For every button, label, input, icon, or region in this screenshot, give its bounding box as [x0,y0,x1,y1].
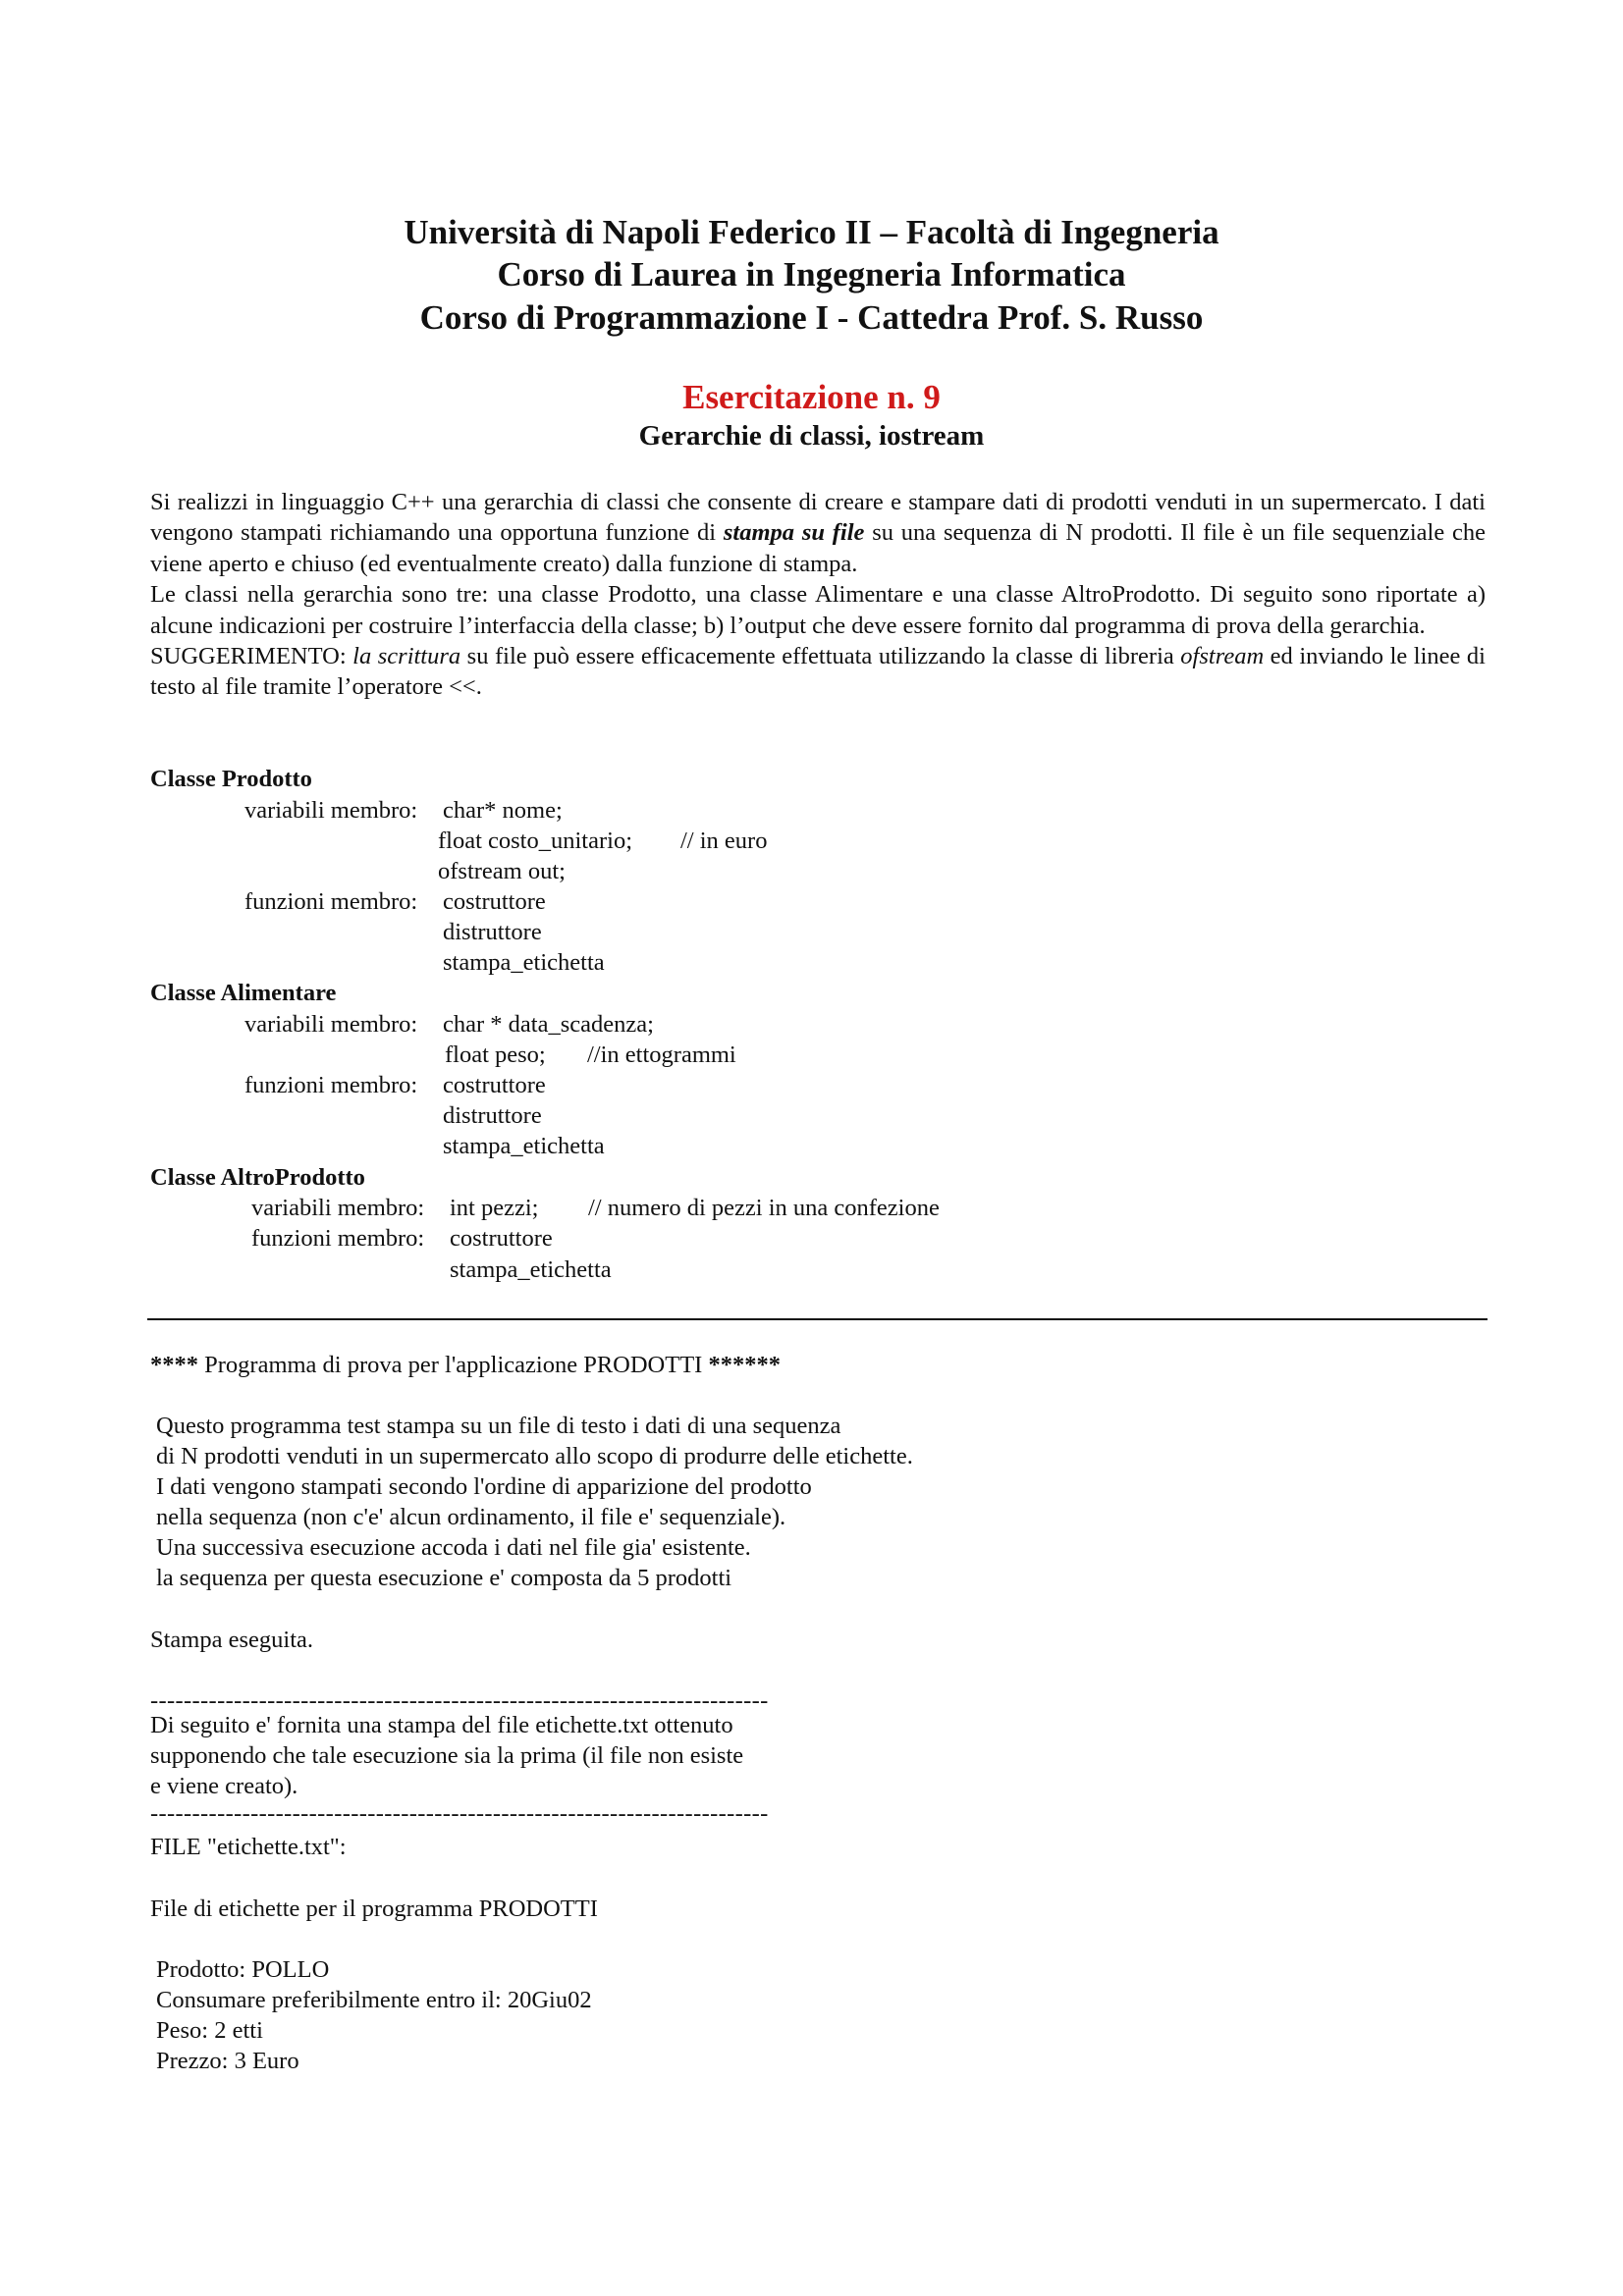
output-desc-line: Una successiva esecuzione accoda i dati nel file gia' esistente. [156,1534,751,1561]
output-note-line: supponendo che tale esecuzione sia la prima (il file non esiste [150,1742,744,1769]
course-line: Corso di Programmazione I - Cattedra Prof. S. Russo [419,298,1204,337]
separator-line: -------------------------------------------------------------------------- [150,1800,769,1827]
exercise-subtitle: Gerarchie di classi, iostream [638,420,985,452]
alimentare-fun-costruttore: costruttore [443,1072,546,1098]
file-item-line: Consumare preferibilmente entro il: 20Giu02 [156,1987,592,2013]
output-desc-line: nella sequenza (non c'e' alcun ordinamento, il file e' sequenziale). [156,1504,786,1530]
output-banner: **** Programma di prova per l'applicazione PRODOTTI ****** [150,1352,781,1378]
prodotto-fun-stampa: stampa_etichetta [443,949,605,976]
alimentare-var-peso-comment: //in ettogrammi [587,1041,736,1068]
altro-fun-label: funzioni membro: [251,1225,425,1252]
file-item-line: Prodotto: POLLO [156,1956,330,1983]
separator-line: -------------------------------------------------------------------------- [150,1687,769,1714]
alimentare-var-data: char * data_scadenza; [443,1011,654,1038]
output-desc-line: I dati vengono stampati secondo l'ordine di apparizione del prodotto [156,1473,812,1500]
file-header: File di etichette per il programma PRODOTTI [150,1896,598,1922]
output-desc-line: la sequenza per questa esecuzione e' composta da 5 prodotti [156,1565,732,1591]
file-label: FILE "etichette.txt": [150,1834,347,1860]
altro-var-pezzi: int pezzi; [450,1195,539,1221]
alimentare-fun-distruttore: distruttore [443,1102,542,1129]
altro-fun-costruttore: costruttore [450,1225,553,1252]
output-note-line: Di seguito e' fornita una stampa del file etichette.txt ottenuto [150,1712,733,1738]
output-done: Stampa eseguita. [150,1627,314,1653]
exercise-title: Esercitazione n. 9 [682,378,941,416]
intro-paragraph-1: Si realizzi in linguaggio C++ una gerarchia di classi che consente di creare e stampare dati di prodotti venduti in un supermercato. I dati vengono stampati richiamando una opportuna funzione di stampa su file su una sequenza di N prodotti. Il file è un file sequenziale che viene aperto e chiuso (ed eventualmente creato) dalla funzione di stampa. [150,489,1487,577]
emphasis-stampa-su-file: stampa su file [723,519,865,547]
prodotto-var-costo: float costo_unitario; [438,828,632,854]
prodotto-var-nome: char* nome; [443,797,563,824]
prodotto-var-out: ofstream out; [438,858,566,884]
output-desc-line: Questo programma test stampa su un file di testo i dati di una sequenza [156,1413,841,1439]
emphasis-ofstream: ofstream [1180,643,1265,670]
class-alimentare-heading: Classe Alimentare [150,980,337,1006]
alimentare-fun-label: funzioni membro: [244,1072,418,1098]
prodotto-var-label: variabili membro: [244,797,418,824]
emphasis-la-scrittura: la scrittura [352,643,461,670]
prodotto-fun-costruttore: costruttore [443,888,546,915]
prodotto-fun-label: funzioni membro: [244,888,418,915]
file-item-line: Prezzo: 3 Euro [156,2048,299,2074]
class-altroprodotto-heading: Classe AltroProdotto [150,1164,365,1191]
alimentare-var-label: variabili membro: [244,1011,418,1038]
output-note-line: e viene creato). [150,1773,298,1799]
university-line: Università di Napoli Federico II – Facoltà di Ingegneria [404,213,1219,251]
altro-fun-stampa: stampa_etichetta [450,1256,612,1283]
degree-course-line: Corso di Laurea in Ingegneria Informatica [497,255,1126,294]
altro-var-label: variabili membro: [251,1195,425,1221]
alimentare-fun-stampa: stampa_etichetta [443,1133,605,1159]
intro-paragraph-2: Le classi nella gerarchia sono tre: una classe Prodotto, una classe Alimentare e una classe AltroProdotto. Di seguito sono riportate a) alcune indicazioni per costruire l’interfaccia della classe; b) l’output che deve essere fornito dal programma di prova della gerarchia. [150,581,1486,639]
intro-text [150,487,1486,703]
prodotto-fun-distruttore: distruttore [443,919,542,945]
class-prodotto-heading: Classe Prodotto [150,766,312,792]
altro-var-pezzi-comment: // numero di pezzi in una confezione [588,1195,940,1221]
horizontal-rule [147,1318,1488,1320]
output-desc-line: di N prodotti venduti in un supermercato allo scopo di produrre delle etichette. [156,1443,913,1469]
intro-paragraph-3: SUGGERIMENTO: la scrittura su file può essere efficacemente effettuata utilizzando la classe di libreria ofstream ed inviando le linee di testo al file tramite l’operatore <<. [150,643,1486,701]
file-item-line: Peso: 2 etti [156,2017,263,2044]
alimentare-var-peso: float peso; [445,1041,546,1068]
prodotto-var-costo-comment: // in euro [680,828,768,854]
